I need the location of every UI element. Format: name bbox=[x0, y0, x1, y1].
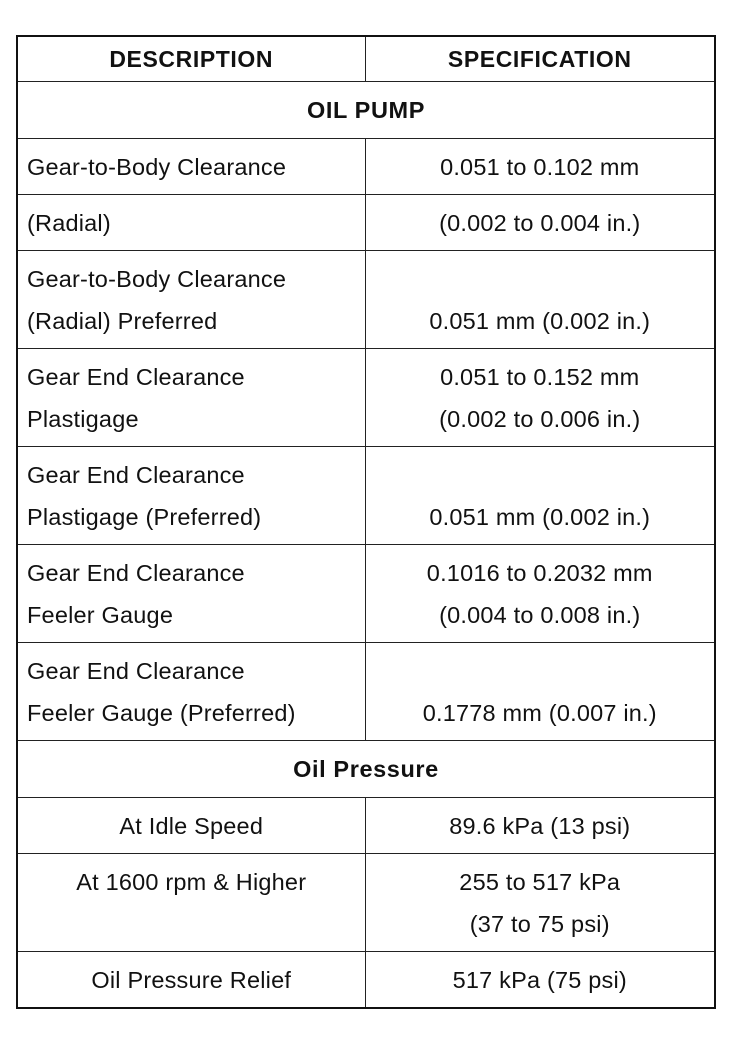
table-row bbox=[17, 643, 715, 741]
row-specification: 0.051 to 0.152 mm (0.002 to 0.006 in.) bbox=[365, 349, 715, 447]
row-description: Gear-to-Body Clearance bbox=[17, 139, 365, 195]
row-description: Oil Pressure Relief bbox=[17, 952, 365, 1009]
row-description: Gear End Clearance Feeler Gauge bbox=[17, 545, 365, 643]
table-row bbox=[17, 139, 715, 195]
row-description: Gear End Clearance Feeler Gauge (Preferred) bbox=[17, 643, 365, 741]
row-description: At 1600 rpm & Higher bbox=[17, 854, 365, 952]
specification-table bbox=[16, 35, 716, 1009]
table-row bbox=[17, 545, 715, 643]
row-description: Gear End Clearance Plastigage bbox=[17, 349, 365, 447]
table-row bbox=[17, 952, 715, 1009]
row-specification: (0.002 to 0.004 in.) bbox=[365, 195, 715, 251]
table-row bbox=[17, 447, 715, 545]
row-specification: 0.051 to 0.102 mm bbox=[365, 139, 715, 195]
section-row bbox=[17, 741, 715, 798]
row-specification: 517 kPa (75 psi) bbox=[365, 952, 715, 1009]
section-row bbox=[17, 82, 715, 139]
row-description: (Radial) bbox=[17, 195, 365, 251]
table-row bbox=[17, 349, 715, 447]
row-description: At Idle Speed bbox=[17, 798, 365, 854]
table-row bbox=[17, 798, 715, 854]
row-specification: 0.051 mm (0.002 in.) bbox=[365, 251, 715, 349]
row-description: Gear End Clearance Plastigage (Preferred) bbox=[17, 447, 365, 545]
header-row bbox=[17, 36, 715, 82]
table-row bbox=[17, 854, 715, 952]
section-oil-pressure: Oil Pressure bbox=[17, 741, 715, 798]
row-specification: 89.6 kPa (13 psi) bbox=[365, 798, 715, 854]
row-specification: 0.051 mm (0.002 in.) bbox=[365, 447, 715, 545]
section-oil-pump: OIL PUMP bbox=[17, 82, 715, 139]
row-specification: 255 to 517 kPa (37 to 75 psi) bbox=[365, 854, 715, 952]
row-description: Gear-to-Body Clearance (Radial) Preferred bbox=[17, 251, 365, 349]
table-row bbox=[17, 195, 715, 251]
row-specification: 0.1778 mm (0.007 in.) bbox=[365, 643, 715, 741]
specification-header: SPECIFICATION bbox=[365, 36, 715, 82]
description-header: DESCRIPTION bbox=[17, 36, 365, 82]
row-specification: 0.1016 to 0.2032 mm (0.004 to 0.008 in.) bbox=[365, 545, 715, 643]
table-row bbox=[17, 251, 715, 349]
